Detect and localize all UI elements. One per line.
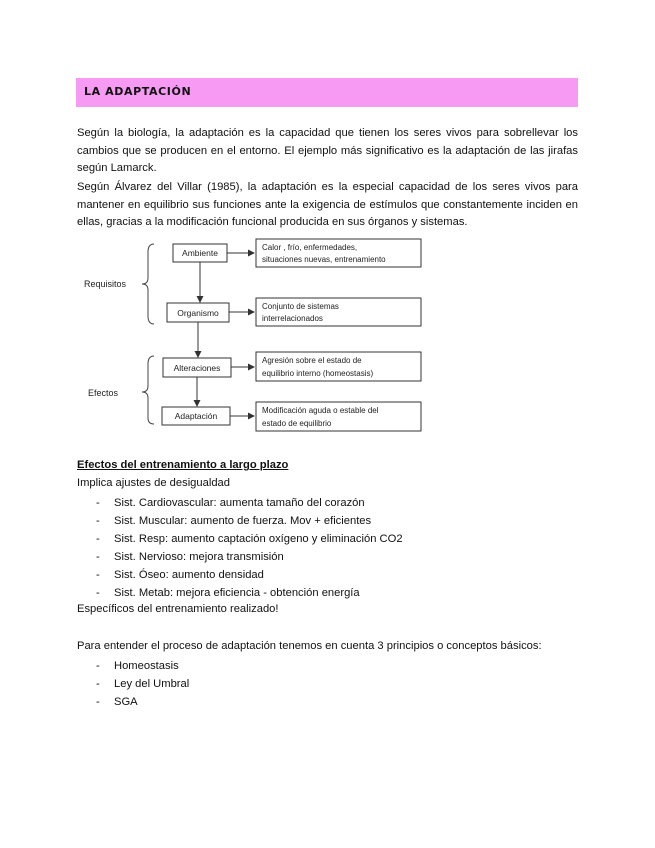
training-effects-list (96, 494, 403, 602)
node-organismo (167, 303, 229, 322)
paragraph-definition-biology: Según la biología, la adaptación es la capacidad que tienen los seres vivos para sobrellevar los cambios que se producen en el entorno. El ejemplo más significativo es la adaptación de las jirafas según Lamarck. (77, 127, 578, 174)
desc-adaptacion (256, 402, 421, 431)
list-item: - SGA (96, 696, 138, 708)
svg-text:Agresión sobre el estado de: Agresión sobre el estado de (262, 356, 362, 365)
section-heading: LA ADAPTACIÓN (84, 85, 192, 98)
svg-text:interrelacionados: interrelacionados (262, 314, 323, 323)
desc-organismo (256, 298, 421, 326)
svg-text:Ambiente: Ambiente (182, 248, 218, 258)
group-label-efectos: Efectos (88, 388, 119, 398)
list-item: - Ley del Umbral (96, 678, 190, 690)
paragraph-definition-alvarez: Según Álvarez del Villar (1985), la adaptación es la especial capacidad de los seres vivos para mantener en equilibrio sus funciones ante la exigencia de estímulos que constantemente inciden en ellas, gracias a la modificación funcional producida en sus órganos y sistemas. (77, 181, 578, 228)
svg-text:Modificación aguda o estable d: Modificación aguda o estable del (262, 406, 379, 415)
svg-text:estado de equilibrio: estado de equilibrio (262, 419, 332, 428)
desc-alteraciones (256, 352, 421, 381)
training-effects-title: Efectos del entrenamiento a largo plazo (77, 459, 289, 471)
svg-text:Organismo: Organismo (177, 308, 219, 318)
list-item: - Sist. Metab: mejora eficiencia - obtención energía (96, 587, 360, 599)
brace-efectos (142, 356, 154, 424)
brace-requisitos (142, 244, 154, 324)
list-item: - Sist. Nervioso: mejora transmisión (96, 551, 284, 563)
adaptation-diagram (78, 238, 428, 434)
svg-text:Conjunto de sistemas: Conjunto de sistemas (262, 302, 339, 311)
svg-text:equilibrio interno (homeostasi: equilibrio interno (homeostasis) (262, 369, 374, 378)
svg-text:Alteraciones: Alteraciones (173, 363, 221, 373)
list-item: - Sist. Cardiovascular: aumenta tamaño del corazón (96, 497, 365, 509)
group-label-requisitos: Requisitos (84, 279, 127, 289)
list-item: - Sist. Óseo: aumento densidad (96, 569, 264, 581)
svg-text:Adaptación: Adaptación (174, 411, 218, 421)
training-effects-closing: Específicos del entrenamiento realizado! (77, 603, 279, 615)
training-effects-intro: Implica ajustes de desigualdad (77, 477, 230, 489)
node-adaptacion (162, 407, 230, 425)
list-item: - Homeostasis (96, 660, 179, 672)
node-alteraciones (163, 358, 231, 377)
svg-text:situaciones nuevas, entrenamie: situaciones nuevas, entrenamiento (262, 255, 386, 264)
list-item: - Sist. Resp: aumento captación oxígeno y eliminación CO2 (96, 533, 403, 545)
principles-intro: Para entender el proceso de adaptación tenemos en cuenta 3 principios o conceptos básicos: (77, 640, 542, 652)
svg-text:Calor , frío, enfermedades,: Calor , frío, enfermedades, (262, 243, 358, 252)
principles-list (96, 657, 189, 711)
node-ambiente (173, 244, 227, 262)
list-item: - Sist. Muscular: aumento de fuerza. Mov + eficientes (96, 515, 372, 527)
desc-ambiente (256, 239, 421, 267)
